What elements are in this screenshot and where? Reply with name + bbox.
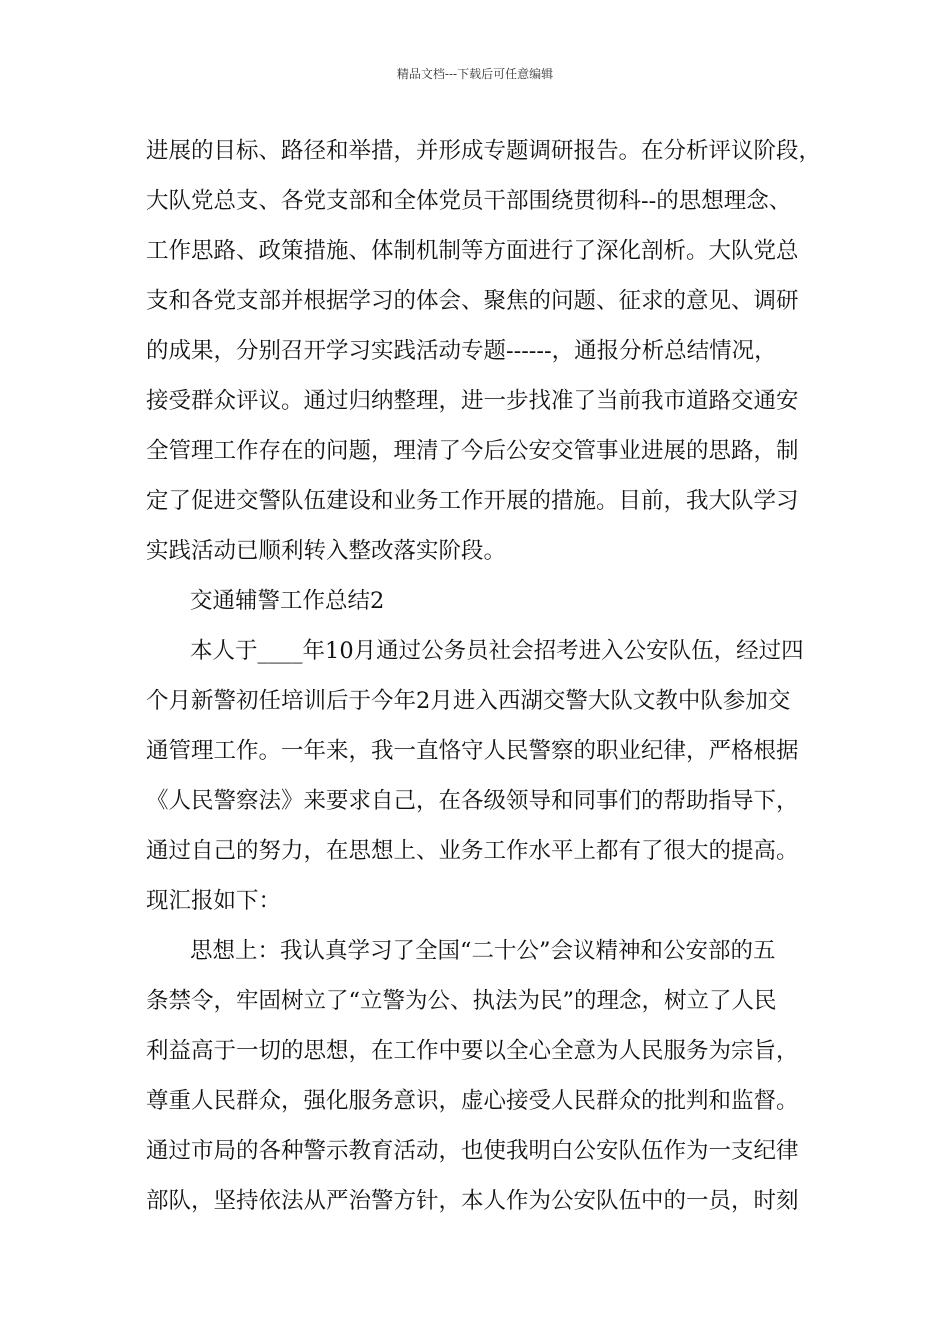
text-line: 进展的目标、路径和举措，并形成专题调研报告。在分析评议阶段， [146,138,822,164]
text-line: 条禁令，牢固树立了“立警为公、执法为民”的理念，树立了人民 [146,988,777,1014]
text-line: 利益高于一切的思想，在工作中要以全心全意为人民服务为宗旨， [146,1038,799,1064]
text-line: 实践活动已顺利转入整改落实阶段。 [146,538,507,564]
text-line: 本人于____年10月通过公务员社会招考进入公安队伍，经过四 [190,638,804,664]
text-line: 定了促进交警队伍建设和业务工作开展的措施。目前，我大队学习 [146,488,799,514]
section-title: 交通辅警工作总结2 [190,588,385,614]
text-line: 个月新警初任培训后于今年2月进入西湖交警大队文教中队参加交 [146,688,791,714]
text-line: 尊重人民群众，强化服务意识，虚心接受人民群众的批判和监督。 [146,1088,799,1114]
text-line: 通过自己的努力，在思想上、业务工作水平上都有了很大的提高。 [146,838,799,864]
text-line: 通管理工作。一年来，我一直恪守人民警察的职业纪律，严格根据 [146,738,799,764]
text-line: 通过市局的各种警示教育活动，也使我明白公安队伍作为一支纪律 [146,1138,799,1164]
text-line: 思想上：我认真学习了全国“二十公”会议精神和公安部的五 [190,938,776,964]
text-line: 大队党总支、各党支部和全体党员干部围绕贯彻科--的思想理念、 [146,188,792,214]
text-line: 支和各党支部并根据学习的体会、聚焦的问题、征求的意见、调研 [146,288,799,314]
text-line: 的成果，分别召开学习实践活动专题------，通报分析总结情况， [146,338,777,364]
text-line: 部队，坚持依法从严治警方针，本人作为公安队伍中的一员，时刻 [146,1188,799,1214]
page-header: 精品文档---下载后可任意编辑 [396,67,554,81]
text-line: 《人民警察法》来要求自己，在各级领导和同事们的帮助指导下， [146,788,799,814]
text-line: 全管理工作存在的问题，理清了今后公安交管事业进展的思路，制 [146,438,799,464]
text-line: 接受群众评议。通过归纳整理，进一步找准了当前我市道路交通安 [146,388,799,414]
text-line: 工作思路、政策措施、体制机制等方面进行了深化剖析。大队党总 [146,238,799,264]
text-line: 现汇报如下： [146,888,282,914]
